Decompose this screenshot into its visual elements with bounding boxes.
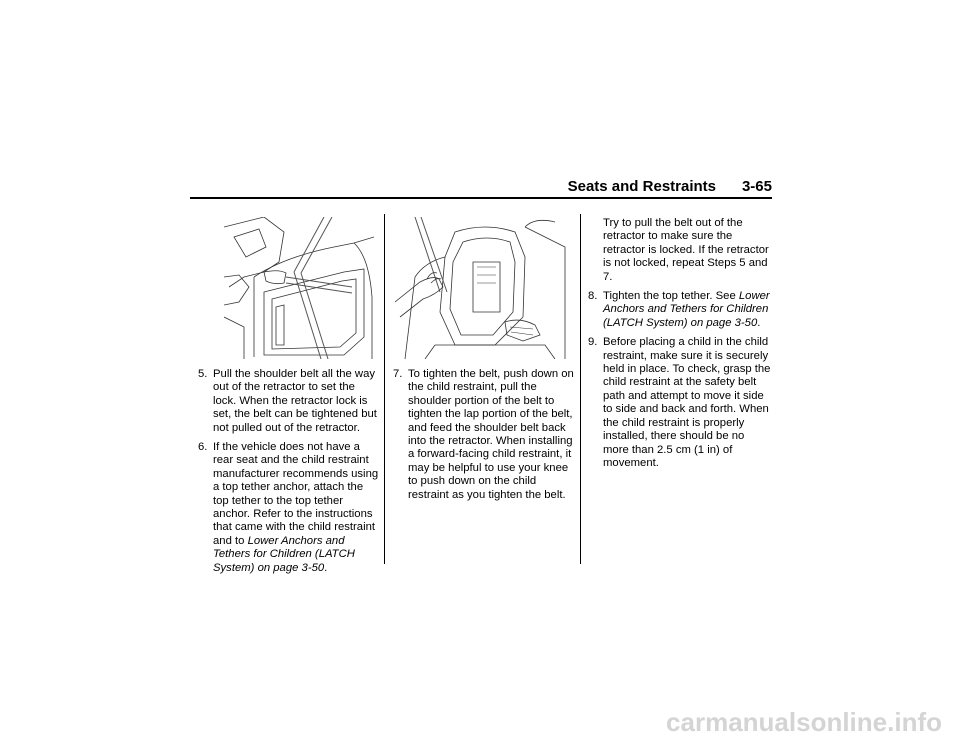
column-divider-1 — [384, 214, 385, 564]
step-number: 6. — [198, 441, 208, 454]
cross-reference-link[interactable]: Lower Anchors and Tethers for Children (LATCH System) on page 3-50 — [603, 290, 770, 329]
page-number: 3-65 — [741, 178, 772, 195]
cross-reference-link[interactable]: Lower Anchors and Tethers for Children (LATCH System) on page 3-50 — [213, 534, 355, 574]
column-2-text — [393, 368, 575, 508]
column-3-text — [588, 217, 772, 476]
header-rule — [190, 197, 772, 199]
step-number: 5. — [198, 368, 208, 380]
step-7-continuation: Try to pull the belt out of the retractor to make sure the retractor is locked. If the retractor is not locked, repeat Steps 5 and 7. — [603, 217, 769, 283]
step-number: 7. — [393, 368, 403, 380]
step-text: If the vehicle does not have a rear seat and the child restraint manufacturer recommends using a top tether anchor, attach the top tether to the top tether anchor. Refer to the instructions that came with the child restraint and to — [213, 441, 379, 547]
illustration-tighten-belt — [395, 217, 569, 359]
watermark: carmanualsonline.info — [666, 707, 942, 737]
step-text: Tighten the top tether. See — [603, 290, 739, 303]
step-body — [213, 441, 380, 575]
step-text: Pull the shoulder belt all the way out of the retractor to set the lock. When the retractor lock is set, the belt can be tightened but not pulled out of the retractor. — [213, 368, 377, 434]
step-suffix: . — [324, 561, 328, 574]
page-header — [190, 178, 772, 198]
section-title: Seats and Restraints — [567, 178, 716, 195]
figure-tighten-belt — [395, 217, 569, 359]
step-text: To tighten the belt, push down on the child restraint, pull the shoulder portion of the belt to tighten the lap portion of the belt, and feed the shoulder belt back into the retractor. When installing a forward-facing child restraint, it may be helpful to use your knee to push down on the child restraint as you tighten the belt. — [408, 368, 574, 501]
illustration-pull-belt — [224, 217, 374, 359]
step-body — [603, 290, 772, 330]
step-7 — [393, 368, 575, 502]
column-divider-2 — [580, 214, 581, 564]
step-5 — [198, 368, 380, 435]
step-number: 8. — [588, 290, 598, 303]
column-1-text — [198, 368, 380, 581]
step-6 — [198, 441, 380, 575]
step-suffix: . — [757, 316, 761, 329]
step-9 — [588, 336, 772, 470]
figure-pull-shoulder-belt — [224, 217, 374, 359]
step-text: Before placing a child in the child restraint, make sure it is securely held in place. To check, grasp the child restraint at the safety belt path and attempt to move it side to side and back and forth. When the child restraint is properly installed, there should be no more than 2.5 cm (1 in) of movement. — [603, 336, 771, 469]
step-number: 9. — [588, 336, 598, 349]
step-8 — [588, 290, 772, 330]
